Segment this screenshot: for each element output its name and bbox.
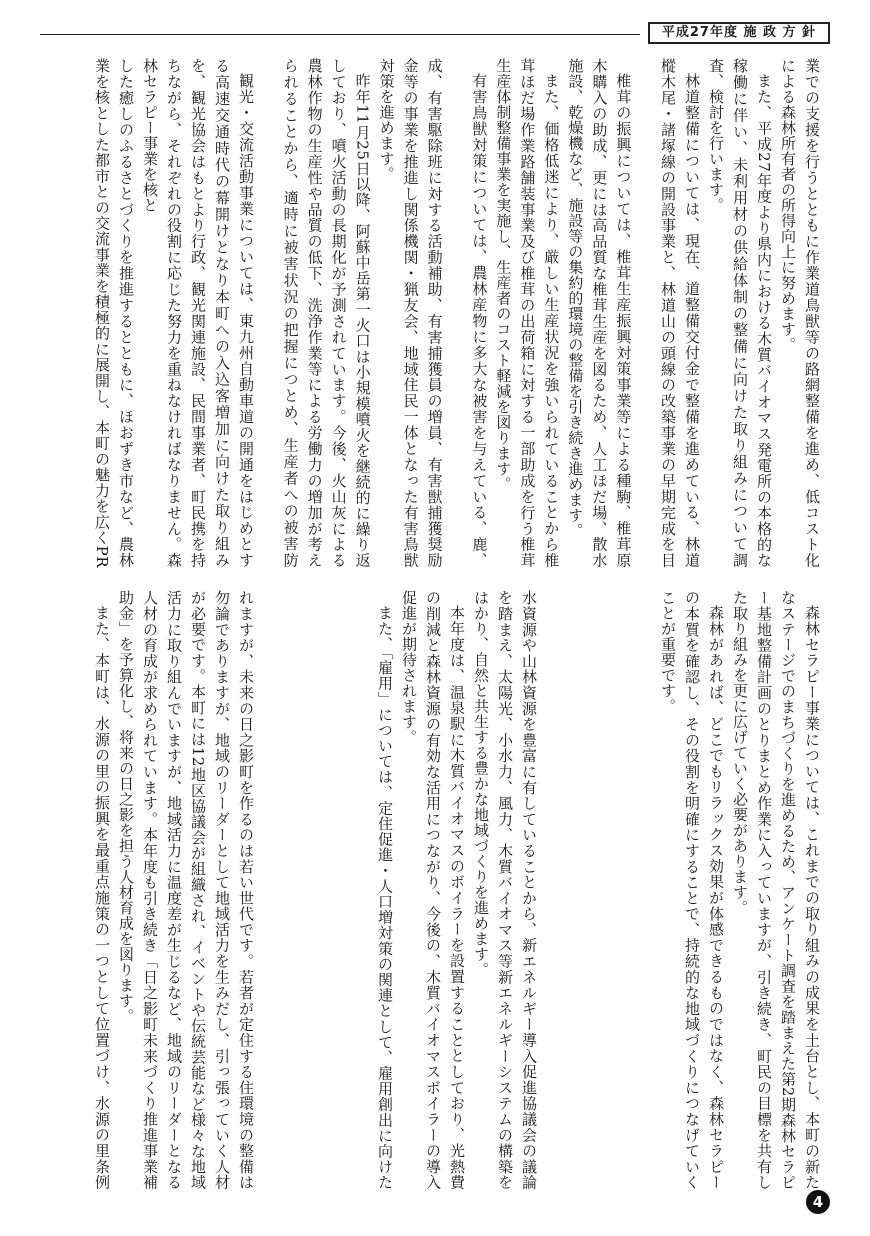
text-column [88,590,258,1190]
paragraph: また、「雇用」については、定住促進・人口増対策の関連として、雇用創出に向けた [376,605,394,1190]
text-column [371,590,541,1190]
header-badge: 平成27年度 施 政 方 針 [648,22,830,44]
paragraph: れますが、未来の日之影町を作るのは若い世代です。若者が定住する住環境の整備は勿論でありますが、地域のリーダーとして地域活力を生みだし、引っ張っていく人材が必要です。本町には12地区協議会が組織され、イベントや伝統芸能など様々な地域活力に取り組んでいますが、地域活力に温度差が生じるなど、地域のリーダーとなる人材の育成が求められています。本年度も引き続き「日之影町未来づくり推進事業補助金」を予算化し、将来の日之影を担う人材育成を図ります。 [117,590,255,1190]
paragraph: 林道整備については、現在、道整備交付金で整備を進めている、林道樅木尾・諸塚線の開設事業と、林道山の頭線の改築事業の早期完成を目 [658,58,701,568]
paragraph [654,590,656,1190]
paragraph: 森林セラピー事業については、これまでの取り組みの成果を土台とし、本町の新たなステージでのまちづくりを進めるため、アンケート調査を踏まえた第2期森林セラピー基地整備計画のとりまとめ作業に入っていますが、引き続き、町民の目標を共有した取り組みを更に広げていく必要があります。 [731,590,821,1190]
text-column [88,58,258,568]
paragraph: 昨年11月25日以降、阿蘇中岳第一火口は小規模噴火を継続的に繰り返しており、噴火活動の長期化が予測されています。今後、火山灰による農林作物の生産性や品質の低下、洗浄作業等による労働力の増加が考えられることから、適時に被害状況の把握につとめ、生産者への被害防 [281,58,372,568]
header-rule [40,34,640,35]
paragraph: 業での支援を行うとともに作業道鳥獣等の路網整備を進め、低コスト化による森林所有者の所得向上に努めます。 [778,58,821,568]
top-text-row [88,58,824,568]
page-header [40,22,830,48]
paragraph: 本年度は、温泉駅に木質バイオマスのボイラーを設置することとしており、光熱費の削減と森林資源の有効な活用につながり、今後の、木質バイオマスボイラーの導入促進が期待されます。 [400,590,466,1190]
paragraph: 成、有害駆除班に対する活動補助、有害捕獲員の増員、有害獣捕獲奨励金等の事業を推進し関係機関・猟友会、地域住民一体となった有害鳥獣対策を進めます。 [377,58,444,568]
text-column [465,58,635,568]
paragraph: また、価格低迷により、厳しい生産状況を強いられていることから椎茸ほだ場作業路舗装事業及び椎茸の出荷箱に対する一部助成を行う椎茸生産体制整備事業を実施し、生産者のコスト軽減を図ります。 [494,58,561,568]
text-column [277,58,447,568]
paragraph: 観光・交流活動事業については、東九州自動車道の開通をはじめとする高速交通時代の幕開けとなり本町への入込客増加に向けた取り組みを、観光協会はもとより行政、観光関連施設、民間事業者、町民携を持ちながら、それぞれの役割に応じた努力を重ねなければなりません。森林セラピー事業を核と [141,58,255,568]
paragraph: 水資源や山林資源を豊富に有していることから、新エネルギー導入促進協議会の議論を踏まえ、太陽光、小水力、風力、木質バイオマス等新エネルギーシステムの構築をはかり、自然と共生する豊かな地域づくりを進めます。 [472,590,538,1190]
paragraph: また、本町は、水源の里の振興を最重点施策の一つとして位置づけ、水源の里条例 [93,605,111,1190]
text-column [654,590,824,1190]
paragraph: 椎茸の振興については、椎茸生産振興対策事業等による種駒、椎茸原木購入の助成、更には高品質な椎茸生産を図るため、人工ほだ場、散水施設、乾燥機など、施設等の集約的環境の整備を引き続き進めます。 [566,58,633,568]
paragraph: 有害鳥獣対策については、農林産物に多大な被害を与えている、鹿、 [470,73,489,568]
page-number: 4 [806,1190,830,1214]
bottom-text-row [88,590,824,1190]
text-column [654,58,824,568]
paragraph: 森林があれば、どこでもリラックス効果が体感できるものではなく、森林セラピーの本質を確認し、その役割を明確にすることで、持続的な地域づくりにつなげていくことが重要です。 [659,590,725,1190]
paragraph: また、平成27年度より県内における木質バイオマス発電所の本格的な稼働に伴い、未利用材の供給体制の整備に向けた取り組みについて調査、検討を行います。 [706,58,773,568]
paragraph: した癒しのふるさとづくりを推進するとともに、ほおずき市など、農林業を核とした都市との交流事業を積極的に展開し、本町の魅力を広くPR [93,58,135,568]
